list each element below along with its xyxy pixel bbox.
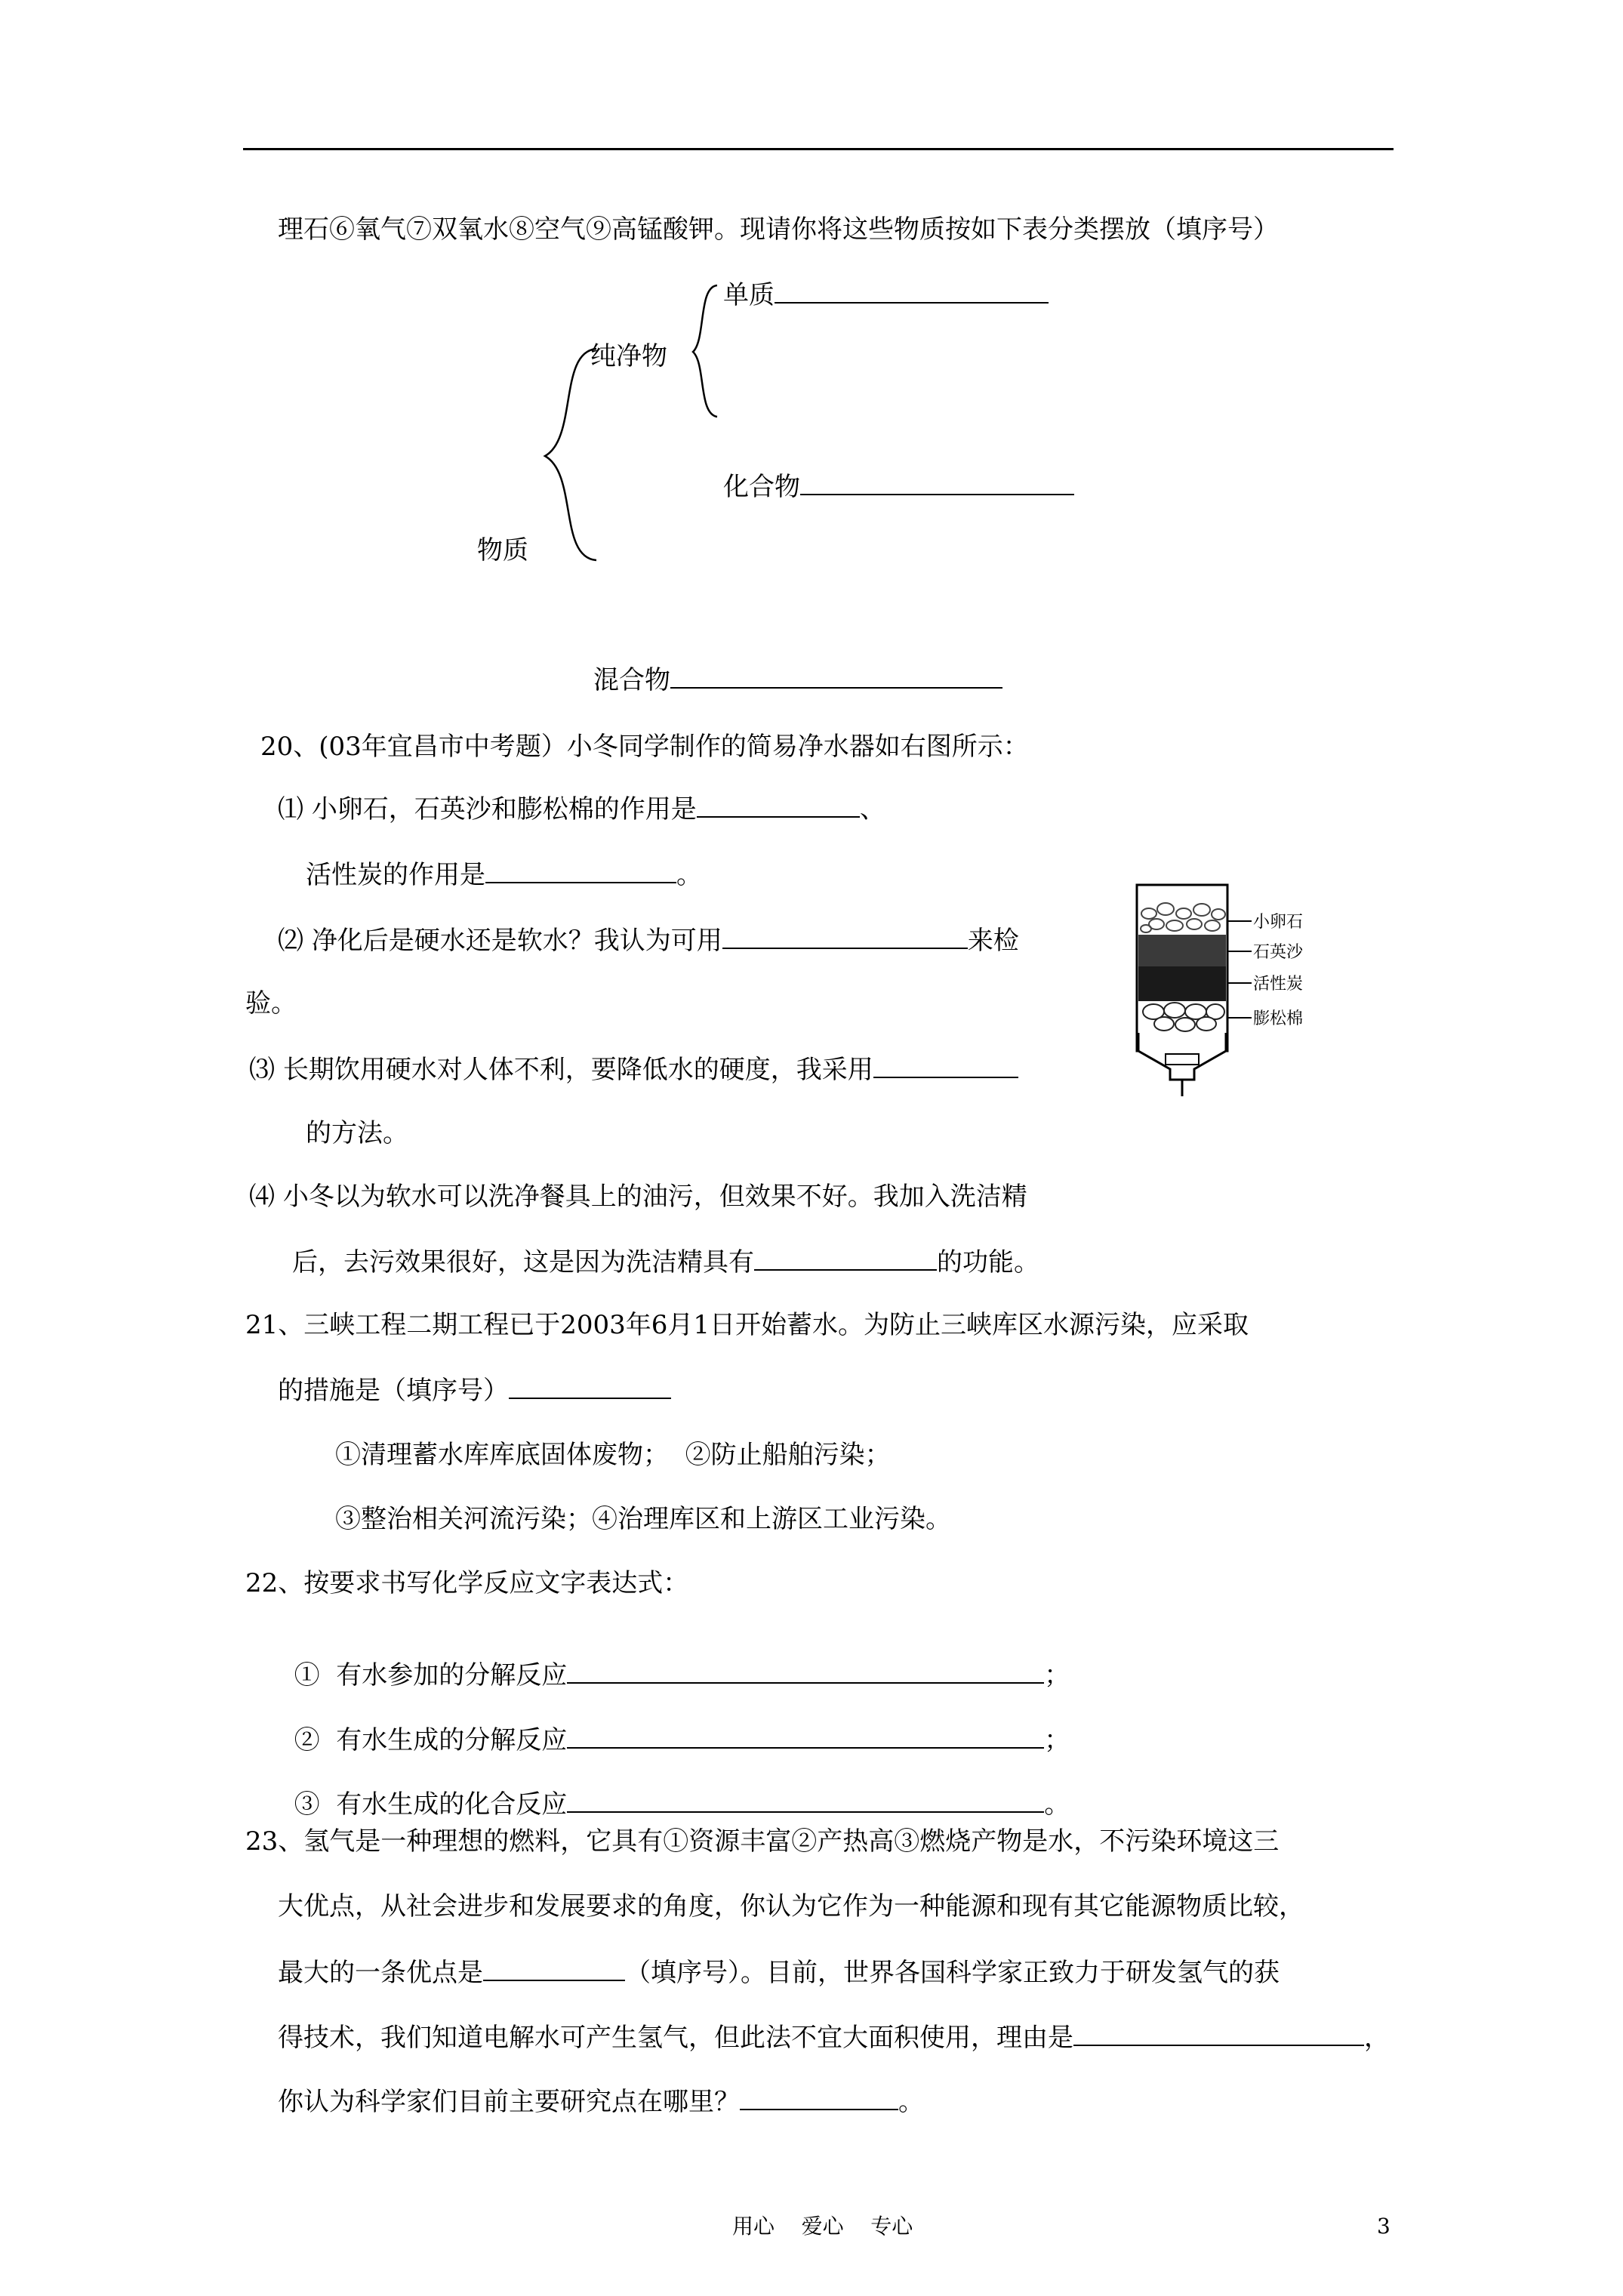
q22-item2: ② 有水生成的分解反应 ；	[294, 1725, 1070, 1755]
quartz-sand-layer	[1138, 935, 1226, 966]
intro-line: 理石⑥氧气⑦双氧水⑧空气⑨高锰酸钾。现请你将这些物质按如下表分类摆放（填序号）	[278, 214, 1279, 245]
q20-p1b-blank[interactable]	[485, 861, 676, 883]
q22-item1: ① 有水参加的分解反应 ；	[294, 1660, 1070, 1690]
q22-item1-blank[interactable]	[567, 1661, 1044, 1684]
q23-line3: 最大的一条优点是 （填序号）。目前，世界各国科学家正致力于研发氢气的获	[278, 1958, 1280, 1988]
q20-p3-cont: 的方法。	[306, 1118, 408, 1148]
label-pebbles: 小卵石	[1253, 913, 1304, 932]
q20-p3: ⑶ 长期饮用硬水对人体不利，要降低水的硬度，我采用	[249, 1056, 1018, 1083]
q23-advantage-blank[interactable]	[483, 1959, 625, 1981]
q20-p4: ⑷ 小冬以为软水可以洗净餐具上的油污，但效果不好。我加入洗洁精	[249, 1182, 1027, 1212]
q22-item3: ③ 有水生成的化合反应 。	[294, 1789, 1070, 1820]
q20-p2: ⑵ 净化后是硬水还是软水？我认为可用 来检	[278, 926, 1019, 956]
q21-opt1: ①清理蓄水库库底固体废物； ②防止船舶污染；	[335, 1440, 891, 1470]
q20-p2-blank[interactable]	[722, 926, 968, 949]
q21-stem-cont: 的措施是（填序号）	[278, 1376, 671, 1404]
footer-motto: 用心 爱心 专心	[732, 2214, 913, 2239]
mixture-label: 混合物	[593, 666, 1002, 693]
root-label: 物质	[477, 535, 528, 566]
q20-p1a: ⑴ 小卵石，石英沙和膨松棉的作用是 、	[278, 794, 885, 824]
element-label: 单质	[723, 281, 1049, 308]
activated-carbon-layer	[1138, 966, 1226, 1001]
label-quartz-sand: 石英沙	[1253, 943, 1304, 962]
compound-label: 化合物	[723, 473, 1074, 500]
q22-stem: 22、按要求书写化学反应文字表达式：	[245, 1568, 689, 1598]
label-cotton: 膨松棉	[1253, 1009, 1304, 1028]
q23-line4: 得技术，我们知道电解水可产生氢气，但此法不宜大面积使用，理由是 ，	[278, 2023, 1390, 2053]
q22-item2-blank[interactable]	[567, 1726, 1044, 1749]
q20-p2-cont: 验。	[245, 988, 297, 1019]
q21-blank[interactable]	[509, 1376, 671, 1399]
q23-reason-blank[interactable]	[1073, 2023, 1364, 2046]
q22-item3-blank[interactable]	[567, 1790, 1044, 1813]
water-filter-diagram	[1126, 882, 1353, 1101]
q23-line1: 23、氢气是一种理想的燃料，它具有①资源丰富②产热高③燃烧产物是水，不污染环境这三	[245, 1826, 1280, 1857]
q20-p1a-blank[interactable]	[697, 795, 860, 818]
q20-stem: 20、(03年宜昌市中考题）小冬同学制作的简易净水器如右图所示：	[260, 732, 1029, 762]
q21-stem: 21、三峡工程二期工程已于2003年6月1日开始蓄水。为防止三峡库区水源污染，应采取	[245, 1310, 1249, 1340]
q20-p1b: 活性炭的作用是 。	[306, 860, 702, 890]
page-number: 3	[1377, 2214, 1390, 2239]
q20-p4-cont: 后，去污效果很好，这是因为洗洁精具有 的功能。	[292, 1247, 1039, 1277]
label-activated-carbon: 活性炭	[1253, 975, 1304, 994]
q20-p4-blank[interactable]	[754, 1248, 937, 1271]
pure-label: 纯净物	[590, 341, 667, 371]
q23-line2: 大优点，从社会进步和发展要求的角度，你认为它作为一种能源和现有其它能源物质比较，	[278, 1891, 1304, 1922]
q23-line5: 你认为科学家们目前主要研究点在哪里？ 。	[278, 2087, 924, 2117]
q23-research-blank[interactable]	[740, 2088, 898, 2110]
q20-p3-blank[interactable]	[873, 1056, 1018, 1078]
q21-opt2: ③整治相关河流污染；④治理库区和上游区工业污染。	[335, 1504, 951, 1534]
